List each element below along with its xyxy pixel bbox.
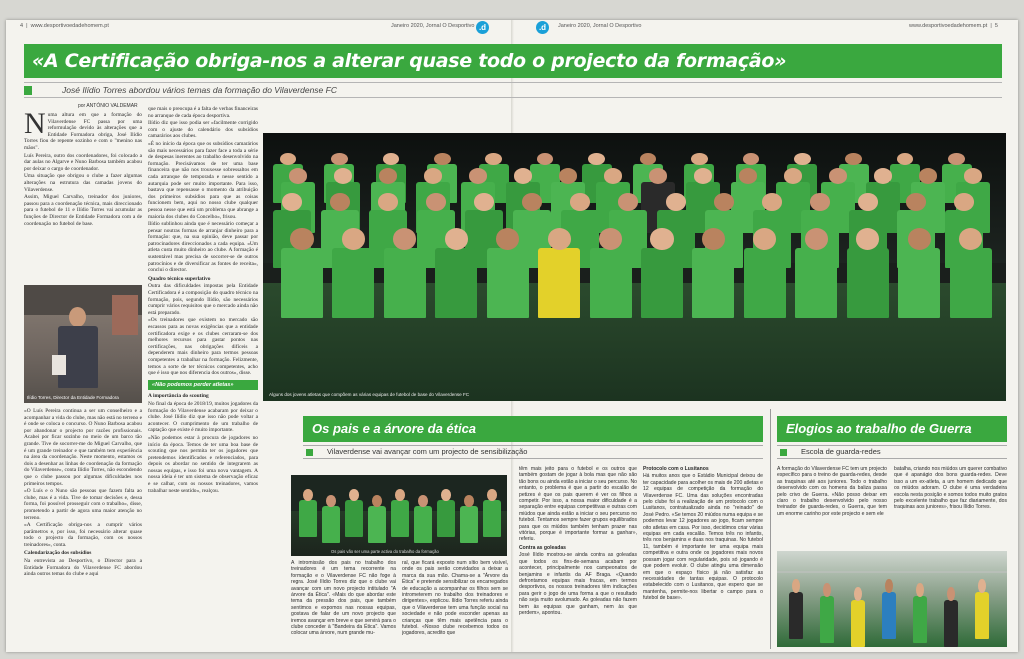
player-head (441, 489, 451, 501)
byline: por ANTÓNIO VALDEMAR (78, 103, 138, 109)
praise-column-b (894, 466, 1007, 546)
drop-cap: N (24, 112, 46, 140)
player-head (649, 168, 668, 184)
team-photo (263, 133, 1006, 401)
player-figure (975, 592, 989, 639)
player-head (334, 168, 353, 184)
issue-right: Janeiro 2020, Jornal O Desportivo (558, 23, 642, 29)
player-head (908, 228, 931, 250)
article-column-1 (24, 112, 142, 282)
player-figure (913, 596, 927, 643)
player-figure (744, 248, 786, 318)
player-head (702, 228, 725, 250)
player-head (559, 168, 578, 184)
player-figure (820, 596, 834, 643)
headline: «A Certificação obriga-nos a alterar quase todo o projecto da formação» (32, 50, 787, 72)
player-head (856, 228, 879, 250)
player-figure (898, 248, 940, 318)
intertitle: Contra as goleadas (519, 544, 566, 551)
paragraph: Uma situação que obrigou o clube a fazer algumas alterações na estrutura das camadas jovens do Vilaverdense. (24, 173, 142, 193)
player-head (395, 489, 405, 501)
intertitle: Calendarização dos subsídios (24, 550, 92, 557)
paragraph: «Não podemos estar à procura de jogadores no início da época. Temos de ter uma boa base de scouting que nos permita ter os jogadores que pretendemos identificados e referenciados, para depois os abordar no sentido de integrarem as nossas equipas, e isso foi uma nova vantagem. A nossa ideia é ter um sistema de observação eficaz e se calhar, com os nossos treinadores, vamos trabalhar neste sentido», realçou. (148, 434, 258, 494)
folio-right: www.desportivoedadehomem.pt | 5 (909, 23, 998, 29)
ethics-box-title: Os pais e a árvore da ética (312, 421, 477, 436)
praise-box-title: Elogios ao trabalho de Guerra (786, 421, 972, 436)
kids-photo-caption: Os pais vão ser uma parte activa do trabalho da formação (331, 549, 439, 554)
player-head (753, 228, 776, 250)
player-head (739, 168, 758, 184)
player-head (829, 168, 848, 184)
player-head (964, 168, 983, 184)
intertitle: A importância do scouting (148, 393, 209, 400)
player-head (434, 153, 451, 165)
issue-left: Janeiro 2020, Jornal O Desportivo (391, 23, 475, 29)
player-figure (789, 592, 803, 639)
paragraph: No final da época de 2018/19, muitos jogadores da formação do Vilaverdense acabaram por deixar o clube. José Ilídio diz que isso não pode voltar a acontecer. O cumprimento de um trabalho de captação que existe é muito importante. (148, 400, 258, 434)
player-head (885, 579, 893, 593)
page-number-left: 4 (20, 23, 24, 29)
player-head (854, 587, 862, 601)
paragraph: que mais o preocupa é a falta de verbas financeiras no arranque de cada época desportiva. (148, 106, 258, 119)
page-number-right: 5 (994, 23, 998, 29)
paragraph: Ilídio sublinhou ainda que é necessário começar a pensar noutras formas de arranjar dinheiro para a formação: que, na sua opinião, deve passar por patrocinadores direccionados a cada equipa. «Um atleta custa muito dinheiro ao clube. A formação é sustentável mas precisa de socorrer-se de outros patrocínios e de diversificar as fontes de receita», conclui o director. (148, 221, 258, 274)
praise-box-subtitle: Escola de guarda-redes (801, 447, 881, 456)
player-figure (435, 248, 477, 318)
paragraph: ral, que ficará exposto num sítio bem visível, onde os pais serão convidados a deixar a marca da sua mão. Chama-se a "Árvore da Ética" e pretende sensibilizar os encarregados de educação a acompanhar os filhos sem se intrometerem no trabalho dos treinadores e dirigentes», explicou. Ilídio Torres referiu ainda que o Vilaverdense tem uma função social na sociedade e não pode esconder apenas as crianças que têm mais apetência para o futebol. «Nosso clube recebemos todos os jogadores, acredito que (402, 560, 508, 637)
article-column-1-lower (24, 408, 142, 648)
subhead-band (24, 82, 1002, 98)
praise-box-subtitle-band (777, 445, 1007, 459)
pitch (263, 283, 1006, 401)
photo-banner (112, 295, 138, 335)
player-head (445, 228, 468, 250)
player-head (805, 228, 828, 250)
player-head (342, 228, 365, 250)
player-figure (538, 248, 580, 318)
folio-left: 4 | www.desportivoedadehomem.pt (20, 23, 109, 29)
subtitle-marker (780, 449, 787, 456)
player-head (280, 153, 297, 165)
player-head (469, 168, 488, 184)
subject-papers (52, 355, 66, 375)
site-right: www.desportivoedadehomem.pt (909, 23, 988, 29)
player-figure (299, 500, 317, 537)
player-figure (345, 500, 363, 537)
player-head (289, 168, 308, 184)
subhead: José Ilídio Torres abordou vários temas da formação do Vilaverdense FC (62, 85, 337, 95)
player-head (845, 153, 862, 165)
player-figure (487, 248, 529, 318)
training-photo (777, 551, 1007, 647)
ethics-column-c (519, 466, 637, 648)
subhead-marker (24, 86, 32, 95)
player-head (743, 153, 760, 165)
player-head (650, 228, 673, 250)
paragraph: Há muitos anos que o Estádio Municipal deixou de ter capacidade para acolher os mais de 200 atletas e 12 equipas de competição da formação do Vilaverdense FC. Uma das soluções encontradas pelo clube foi a realização de um protocolo com o Lusitanos, contratualizado ainda no "reinado" de José Pedro. «Se temos 20 miúdos numa equipa e se podemos levar 12 jogadores ao jogo, ficam sempre oito atletas em casa. Por isso, decidimos criar várias equipas em cada escalão. Temos três no infantis, três nos benjamins e duas nos traquinas. No futebol 11, também é importante ter uma equipa mais competitiva e outra onde os jogadores mais novos possam jogar com regularidade, pois só jogando é que podem evoluir. O clube atingiu uma dimensão em que o espaço físico já não satisfaz as necessidades de tantas equipas. O protocolo estabelecido com o Lusitanos, que espero que se mantenha, permite-nos libertar o campo para o futebol de base». (643, 473, 763, 602)
player-head (599, 228, 622, 250)
player-head (959, 228, 982, 250)
player-head (487, 489, 497, 501)
paragraph: Outra das dificuldades impostas pela Entidade Certificadora é a composição do quadro técnico na formação, pois, segundo Ilídio, são necessários cumprir vários requisitos que o mercado ainda não está preparado. (148, 283, 258, 316)
headline-bar (24, 44, 1002, 78)
paragraph: A intromissão dos pais no trabalho dos treinadores é um tema recorrente na formação e o Vilaverdense FC não foge à regra. José Ilídio Torres diz que o clube vai avançar com um novo projecto intitulado "A árvore da Ética". «Mais do que abordar este tema da pressão dos pais, que também sentimos e expomos nas nossas equipas, gostava de falar de um novo projecto que iremos avançar em breve e que servirá para o clube conceder à "Bandeira da Ética". Vamos colocar uma árvore, num grande mu- (291, 560, 396, 637)
player-head (604, 168, 623, 184)
player-head (919, 168, 938, 184)
subject-head (69, 307, 86, 327)
ethics-box-subtitle: Vilaverdense vai avançar com um projecto de sensibilização (327, 447, 528, 456)
portrait-photo (24, 285, 142, 403)
player-figure (460, 506, 478, 543)
player-figure (437, 500, 455, 537)
player-head (792, 579, 800, 593)
player-figure (692, 248, 734, 318)
player-head (794, 153, 811, 165)
kids-photo (291, 475, 507, 556)
fence-line (777, 571, 1007, 573)
ethics-box-subtitle-band (303, 445, 763, 459)
player-head (485, 153, 502, 165)
ethics-column-d (643, 466, 763, 648)
player-head (418, 495, 428, 507)
player-head (464, 495, 474, 507)
player-figure (641, 248, 683, 318)
paragraph: Ilídio diz que isso podia ser «facilmente corrigido com o ajuste do calendário dos subsídios camarários aos clubes. (148, 120, 258, 140)
player-head (916, 583, 924, 597)
paragraph: «Os treinadores que existem no mercado são escassos para as novas exigências que a entidade certificadora exige e os clubes cerraram-se dos melhores recursos para gastar pontos nas certificações, nas obrigações difíceis a dependerem mais dinheiro para termos pessoas competentes a trabalhar na formação. Felizmente, temos a sorte de ter técnicos competentes, acho que é isso que nos diferencia dos outros», disse. (148, 317, 258, 377)
player-head (548, 228, 571, 250)
player-figure (847, 248, 889, 318)
player-figure (384, 248, 426, 318)
player-head (424, 168, 443, 184)
player-figure (795, 248, 837, 318)
player-head (303, 489, 313, 501)
newspaper-spread (6, 20, 1018, 652)
player-head (326, 495, 336, 507)
intertitle: Protocolo com o Lusitanos (643, 466, 709, 472)
player-figure (851, 600, 865, 647)
player-figure (483, 500, 501, 537)
paragraph: «O Luís e o Nuno são pessoas que fazem falta ao clube, mas é a vida. Tive de tomar decisões e, dessa forma, foi possível prosseguir com o trabalho», disse, prometendo a partir de agora uma maior atenção no terreno. (24, 488, 142, 521)
player-figure (944, 600, 958, 647)
player-head (331, 153, 348, 165)
paragraph: «É no início da época que os subsídios camarários são mais necessários para fazer face a toda a série de despesas inerentes ao trabalho desenvolvido na formação. Precisávamos de ter uma base financeira que não nos trouxesse sobressaltos em cada arranque de temporada e nesse sentido a autarquia pode ser muito importante. Para isso, bastava que repensasse o momento da atribuição dos primeiros subsídios para que as coisas funcionem bem, aqui no nosso clube qualquer pessoa nesse que está um problema que abrange a maioria dos clubes do Concelho», frisou. (148, 140, 258, 220)
player-head (947, 587, 955, 601)
paragraph: «A Certificação obriga-nos a cumprir vários parâmetros e, por isso, foi necessário alterar quase todo o projecto da formação, com os nossos treinadores», conta. (24, 522, 142, 548)
article-column-2 (148, 106, 258, 648)
paragraph: Na entrevista ao Desportivo, o Director para a Entidade Formadora do Vilaverdense FC abordou ainda outros temas do clube e aqui (24, 558, 142, 578)
praise-column-a (777, 466, 887, 546)
player-figure (322, 506, 340, 543)
paragraph: batalha, criando nos miúdos um querer combativo que é apanágio dos bons guarda-redes. Deve isso a um ex-atleta, a um homem dedicado que os miúdos adoram. O clube é uma verdadeira escola nesta posição e somos todos muito gratos pelo excelente trabalho que faz diariamente, dos traquinas aos juniores», frisou Ilídio Torres. (894, 466, 1007, 511)
player-head (948, 153, 965, 165)
player-figure (414, 506, 432, 543)
player-figure (391, 500, 409, 537)
paragraph: A formação do Vilaverdense FC tem um projecto específico para o treino de guarda-redes, desde as traquinas até aos juniores. Todo o trabalho desenvolvido com os homens da baliza passa pelo crivo de Guerra. «Não posso deixar em claro o trabalho desenvolvido pelo nosso treinador de guarda-redes, o Guerra, que tem um enorme carinho por este projecto e sem ele (777, 466, 887, 517)
player-head (290, 228, 313, 250)
player-figure (882, 592, 896, 639)
player-head (784, 168, 803, 184)
paragraph: têm mais jeito para o futebol e os outros que também gostam de jogar à bola mas que não são tão bons ou ainda estão a iniciar o seu percurso. No entanto, o problema é que a partir do escalão de petizes é que os pais querem é ver os filhos a competir. Por isso, a nossa maior dificuldade é a separação entre equipas competitivas e outras com miúdos que ainda estão a iniciar o seu percurso no futebol. Tentamos sempre fazer grupos equilibrados para que os miúdos também tenham prazer nas vitórias, porque é importante formar a ganhar», referiu. (519, 466, 637, 543)
pull-quote: «Não podemos perder atletas» (148, 380, 258, 391)
site-left: www.desportivoedadehomem.pt (30, 23, 109, 29)
team-photo-caption: Alguns dos jovens atletas que compõem as várias equipas de futebol de base do Vilaverdense FC (269, 392, 470, 397)
player-figure (281, 248, 323, 318)
player-head (874, 168, 893, 184)
ethics-column-a (291, 560, 396, 648)
ethics-column-b (402, 560, 508, 648)
player-head (588, 153, 605, 165)
ethics-box-header (303, 416, 763, 442)
player-figure (332, 248, 374, 318)
desportivo-logo-left: .d (476, 21, 489, 34)
player-head (640, 153, 657, 165)
player-head (379, 168, 398, 184)
player-head (372, 495, 382, 507)
paragraph: Assim, Miguel Carvalho, treinador dos juniores, passou para a coordenação técnica, mais direccionado para o futebol de 11 e Ilídio Torres vai acumular as funções de Director de Entidade Formadora com a de coordenação no futebol de base. (24, 194, 142, 227)
paragraph: Luís Pereira, outro dos coordenadores, foi colocado a dar aulas no Algarve e Nuno Barbosa também acabou por deixar o cargo de coordenador. (24, 152, 142, 172)
paragraph: uma altura em que a formação do Vilaverdense FC passa por uma reformulação devido às alterações que a Entidade Formadora obriga, José Ilídio Torres fiou de repente sozinho e com o "menino nas mãos". (24, 112, 142, 151)
subtitle-marker (306, 449, 313, 456)
player-head (514, 168, 533, 184)
desportivo-logo-right: .d (536, 21, 549, 34)
player-figure (368, 506, 386, 543)
player-head (691, 153, 708, 165)
paragraph: «O Luís Pereira continua a ser um conselheiro e a acompanhar a vida do clube, mas não está no terreno e é onde se coloca o concurso. O Nuno Barbosa acabou por abandonar o projecto por razões profissionais. Acabei por ficar sozinho no meio de um barco tão grande. Tive de socorrer-me do Miguel Carvalho, que é um grande treinador e que também tem experiência na área da coordenação. Neste momento, estamos os dois a desenhar as linhas de coordenação da formação do Vilaverdense», conta Ilídio Torres, não escondendo que o clube passou por algumas dificuldades nos primeiros tempos. (24, 408, 142, 487)
paragraph: José Ilídio mostrou-se ainda contra as goleadas que todos os fins-de-semana acabam por acontecer, principalmente nos campeonatos de benjamins e infantis da AF Braga. «Quando defrontamos equipas mais fracas, em termos desportivos, os nossos treinadores têm indicações para gerir o jogo de uma forma a que o resultado não seja muito avolumado. As goleadas não fazem bem às equipas que ganham, nem às que perdem», apontou. (519, 552, 637, 616)
player-head (349, 489, 359, 501)
player-head (383, 153, 400, 165)
praise-box-header (777, 416, 1007, 442)
player-head (823, 583, 831, 597)
player-head (496, 228, 519, 250)
player-figure (950, 248, 992, 318)
portrait-caption: Ilídio Torres, Director da Entidade Formadora (27, 395, 119, 400)
box-divider (770, 409, 771, 649)
player-figure (590, 248, 632, 318)
intertitle: Quadro técnico superlativo (148, 275, 211, 282)
player-head (694, 168, 713, 184)
player-head (978, 579, 986, 593)
player-head (393, 228, 416, 250)
